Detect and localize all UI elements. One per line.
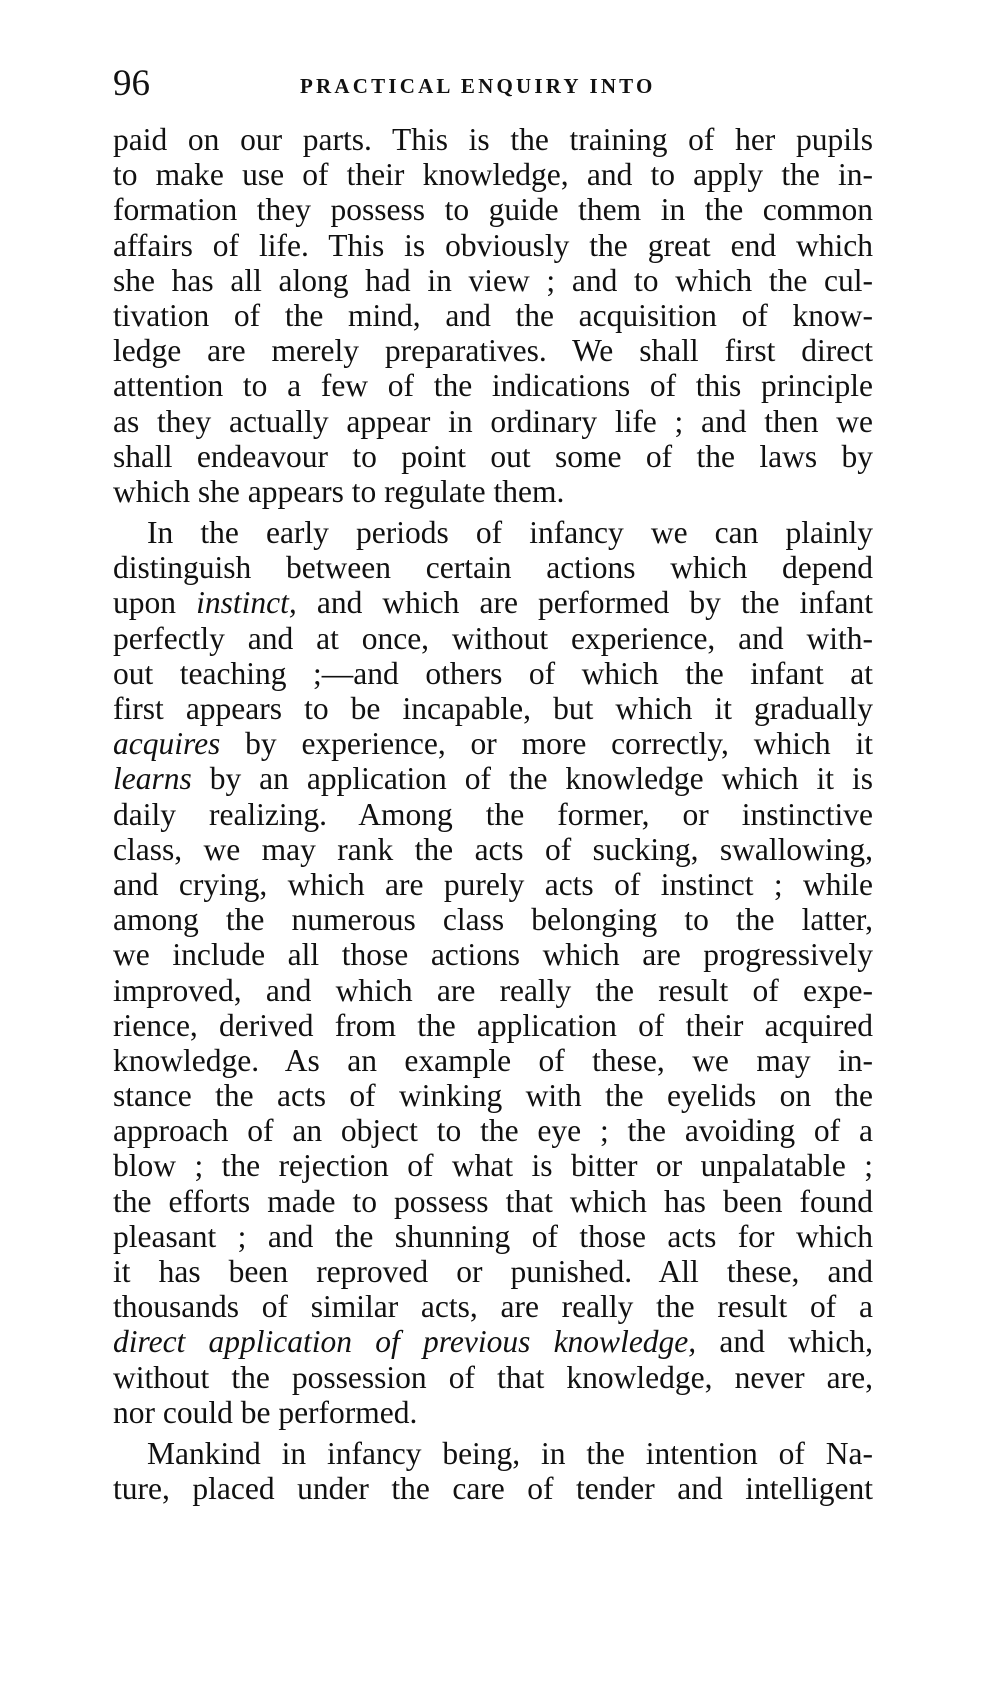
italic-term: instinct, xyxy=(196,585,297,621)
text-line: we include all those actions which are progressively xyxy=(113,937,873,973)
text-line: tivation of the mind, and the acquisition of know- xyxy=(113,297,873,333)
text-line: which she appears to regulate them. xyxy=(113,473,565,509)
text-line: acquires by experience, or more correctly, which it xyxy=(113,726,873,762)
italic-phrase: direct application of previous knowledge, xyxy=(113,1324,697,1360)
text-line: pleasant ; and the shunning of those acts for which xyxy=(113,1218,873,1254)
text-line: thousands of similar acts, are really the result of a xyxy=(113,1289,873,1325)
text-line: it has been reproved or punished. All these, and xyxy=(113,1254,873,1289)
text-line: class, we may rank the acts of sucking, swallowing, xyxy=(113,831,873,867)
text-line: to make use of their knowledge, and to apply the in- xyxy=(113,157,873,193)
text-line: blow ; the rejection of what is bitter or unpalatable ; xyxy=(113,1148,873,1184)
text-line: formation they possess to guide them in the common xyxy=(113,192,873,228)
text-line: affairs of life. This is obviously the great end which xyxy=(113,227,873,263)
text-line: and crying, which are purely acts of instinct ; while xyxy=(113,866,873,902)
text-line: daily realizing. Among the former, or instinctive xyxy=(113,796,873,832)
text-line: improved, and which are really the result of expe- xyxy=(113,972,873,1008)
text-line: upon instinct, and which are performed by the infant xyxy=(113,585,874,621)
text-line: as they actually appear in ordinary life ; and then we xyxy=(113,403,873,439)
text-line: ture, placed under the care of tender and intelligent xyxy=(113,1471,873,1507)
text-line: ledge are merely preparatives. We shall first direct xyxy=(113,333,873,369)
text-line: first appears to be incapable, but which it gradually xyxy=(113,691,873,726)
text-line: stance the acts of winking with the eyelids on the xyxy=(113,1078,873,1114)
text-line: among the numerous class belonging to the latter, xyxy=(113,902,873,938)
text-line: direct application of previous knowledge, and which, xyxy=(113,1324,873,1360)
text-line: In the early periods of infancy we can plainly xyxy=(147,515,873,551)
text-line: rience, derived from the application of their acquired xyxy=(113,1007,873,1043)
text-line: learns by an application of the knowledge which it is xyxy=(113,761,873,797)
text-line: distinguish between certain actions which depend xyxy=(113,550,873,586)
text-line: approach of an object to the eye ; the avoiding of a xyxy=(113,1113,873,1149)
text-line: attention to a few of the indications of this principle xyxy=(113,368,873,404)
text-line: paid on our parts. This is the training of her pupils xyxy=(113,122,873,157)
text-line: shall endeavour to point out some of the laws by xyxy=(113,438,873,474)
text-line: without the possession of that knowledge, never are, xyxy=(113,1359,873,1395)
running-title: PRACTICAL ENQUIRY INTO xyxy=(300,74,656,98)
italic-term: acquires xyxy=(113,726,221,762)
text-line: knowledge. As an example of these, we may in- xyxy=(113,1042,873,1078)
body-text xyxy=(113,122,873,1506)
text-line: Mankind in infancy being, in the intention of Na- xyxy=(147,1435,873,1471)
page-number: 96 xyxy=(113,63,150,104)
text-line: nor could be performed. xyxy=(113,1394,418,1430)
text-line: she has all along had in view ; and to which the cul- xyxy=(113,262,873,298)
text-line: perfectly and at once, without experience, and with- xyxy=(113,620,873,656)
running-head xyxy=(113,62,873,106)
text-line: the efforts made to possess that which has been found xyxy=(113,1183,873,1219)
text-line: out teaching ;—and others of which the infant at xyxy=(113,655,873,691)
italic-term: learns xyxy=(113,761,192,797)
